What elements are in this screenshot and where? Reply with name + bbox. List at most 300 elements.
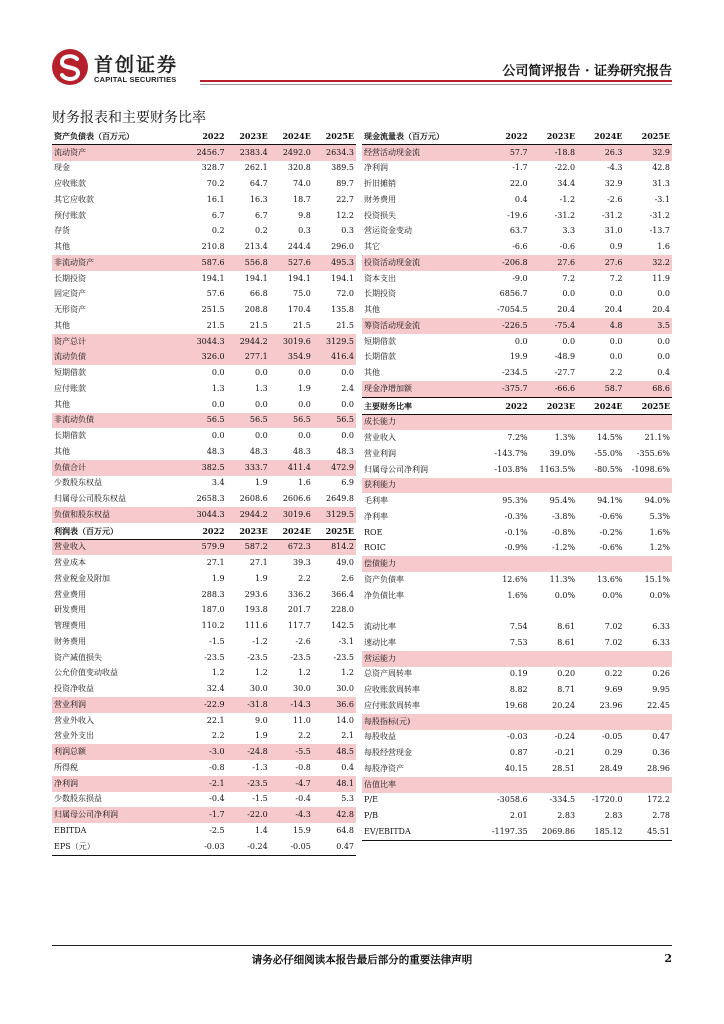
cell-value: 2024E [270,523,313,539]
table-row [362,777,672,793]
row-label: 少数股东损益 [54,794,102,804]
cell-value: -2.6 [295,636,311,646]
cell-value: 7.53 [509,637,528,647]
table-row [52,681,356,697]
table-row [362,714,672,730]
cell-value: -206.8 [482,255,529,271]
cell-value: 8.61 [557,637,576,647]
table-row [52,161,356,177]
row-label: 营运能力 [362,651,482,667]
cell-value: 94.0% [644,496,670,506]
row-label: 其他 [364,305,380,315]
row-label: 其他 [54,242,70,252]
cell-value: 135.8 [331,305,354,315]
table-row [52,571,356,587]
cell-value: 22.7 [336,194,354,204]
cell-value: 296.0 [331,242,354,252]
section-title: 财务报表和主要财务比率 [52,110,206,126]
cell-value: 672.3 [270,539,313,555]
cell-value: 7.02 [604,637,623,647]
cell-value: 20.4 [557,305,576,315]
row-label: 所得税 [54,762,78,772]
cell-value: 0.0% [649,590,670,600]
row-label: 利润总额 [52,744,183,760]
cell-value: 3.4 [211,478,225,488]
table-row [362,446,672,462]
cell-value: 293.6 [244,589,268,599]
cell-value: -334.5 [549,795,576,805]
cell-value: 2649.8 [326,494,354,504]
cell-value: 14.0 [336,715,354,725]
cell-value: 26.3 [577,144,624,160]
table-row [362,224,672,240]
table-row [52,428,356,444]
cell-value: 0.0 [254,399,268,409]
cell-value: -19.6 [507,210,528,220]
cell-value: 22.1 [206,715,225,725]
row-label: 经营活动现金流 [362,144,482,160]
cell-value: -0.9% [504,543,528,553]
table-row [362,604,672,620]
cell-value: 32.9 [625,144,672,160]
cell-value: 42.8 [313,807,356,823]
cell-value: 1.9 [211,573,225,583]
table-row [362,318,672,334]
cell-value: 527.6 [270,255,313,271]
cell-value: 23.96 [599,700,623,710]
cell-value: 2.4 [341,383,354,393]
cell-value: 74.0 [293,179,311,189]
row-label: 现金净增加额 [362,381,482,397]
cell-value: 3019.6 [270,334,313,350]
cell-value [577,478,624,494]
cell-value: 63.7 [509,226,528,236]
cell-value: 0.0 [341,368,354,378]
table-row [362,350,672,366]
cell-value [577,777,624,793]
cell-value: 1.9 [254,478,268,488]
row-label: 流动比率 [364,622,396,632]
table-row [362,730,672,746]
cell-value: 7.02 [604,622,623,632]
logo-chinese-name: 首创证券 [94,54,179,76]
cell-value: -14.3 [270,697,313,713]
cell-value: 201.7 [287,605,311,615]
table-row [52,539,356,555]
cell-value: -143.7% [494,448,528,458]
cell-value: 0.0 [609,352,623,362]
table-row [362,761,672,777]
row-label: 财务费用 [54,636,86,646]
cell-value [625,414,672,430]
cell-value: -27.7 [554,368,576,378]
cell-value: 9.95 [652,685,670,695]
cell-value: 228.0 [331,605,354,615]
cell-value: -1.2 [252,636,268,646]
row-label: 负债和股东权益 [52,507,183,523]
row-label: 少数股东权益 [54,478,102,488]
table-row [362,128,672,144]
cell-value: 0.3 [341,226,354,236]
row-label: 长期投资 [364,289,396,299]
cell-value: -31.8 [227,697,270,713]
cell-value: -0.8 [209,762,225,772]
cell-value [625,604,672,620]
cell-value: 0.9 [609,242,623,252]
cell-value: 56.5 [227,413,270,429]
table-row [52,666,356,682]
cell-value: 9.69 [604,685,623,695]
cell-value: -48.9 [554,352,576,362]
cell-value: 3.5 [625,318,672,334]
cell-value: 36.6 [313,697,356,713]
row-label: 每股经营现金 [364,748,412,758]
cell-value: 0.0 [298,399,311,409]
table-row [362,208,672,224]
row-label: 营业费用 [54,589,86,599]
cell-value: 2.2 [609,368,623,378]
row-label: 归属母公司净利润 [364,464,428,474]
cell-value: 2.83 [557,811,576,821]
cell-value: 0.0 [254,431,268,441]
cell-value [625,777,672,793]
table-row [362,414,672,430]
cell-value: 111.6 [244,621,268,631]
table-row [52,239,356,255]
cell-value [530,414,577,430]
cell-value: 12.2 [336,210,354,220]
cell-value: -0.6% [599,511,623,521]
cell-value: -0.03 [507,732,528,742]
cell-value: 3044.3 [183,334,226,350]
cell-value: -0.3% [504,511,528,521]
row-label: 速动比率 [364,637,396,647]
cell-value: 2069.86 [530,824,577,840]
cell-value: 1163.5% [539,464,576,474]
table-row [362,682,672,698]
cell-value: 8.82 [509,685,528,695]
table-row [52,713,356,729]
row-label: 每股净资产 [364,763,404,773]
cell-value: 70.2 [206,179,225,189]
company-logo [50,47,200,87]
cell-value: 193.8 [244,605,268,615]
table-row [52,618,356,634]
cell-value: 2.01 [509,811,528,821]
row-label: 存货 [54,226,70,236]
cell-value: 75.0 [293,289,311,299]
cell-value: 1.2 [298,668,311,678]
cell-value [625,714,672,730]
cell-value: 6.7 [211,210,225,220]
row-label: 资本支出 [364,273,396,283]
cell-value: 251.5 [201,305,225,315]
cell-value: 95.3% [502,496,528,506]
cell-value: 0.0 [298,368,311,378]
table-row [52,507,356,523]
cell-value: -23.5 [333,652,354,662]
cell-value: 16.1 [206,194,225,204]
cell-value: 1.6% [507,590,528,600]
cell-value: 0.3 [298,226,311,236]
cell-value: -23.5 [227,776,270,792]
cell-value: -1.7 [183,807,226,823]
cell-value [482,414,529,430]
cell-value: 68.6 [625,381,672,397]
row-label [362,604,482,620]
cell-value: 2024E [577,128,624,144]
row-label: 应收账款 [54,179,86,189]
cell-value: 244.4 [287,242,311,252]
cell-value: -1197.35 [482,824,529,840]
row-label: 财务费用 [364,194,396,204]
cell-value: 6.33 [652,622,670,632]
cell-value: 0.2 [254,226,268,236]
table-row [362,651,672,667]
cell-value: -2.5 [209,825,225,835]
cell-value: 2.1 [341,731,354,741]
cell-value: 11.3% [549,574,576,584]
cell-value: 58.7 [577,381,624,397]
table-row [52,271,356,287]
cell-value: 7.2 [609,273,623,283]
header-divider [200,80,672,82]
table-row [362,334,672,350]
cell-value: 389.5 [331,163,354,173]
cell-value [577,714,624,730]
cell-value: 6.7 [254,210,268,220]
cell-value: 0.0 [298,431,311,441]
table-row [362,302,672,318]
row-label: 现金 [54,163,70,173]
cell-value: 2608.6 [239,494,268,504]
row-label: 长期投资 [54,273,86,283]
cell-value: 213.4 [244,242,268,252]
row-label: P/B [364,811,378,821]
table-row [362,144,672,160]
cell-value: 1.2% [649,543,670,553]
row-label: 营业税金及附加 [54,573,110,583]
table-row [362,239,672,255]
cell-value [530,604,577,620]
cell-value: 30.0 [249,684,268,694]
cell-value: -18.8 [530,144,577,160]
row-label: 主要财务比率 [362,397,482,414]
cell-value: 2024E [577,397,624,414]
cell-value: 0.22 [604,669,623,679]
row-label: 资产总计 [52,334,183,350]
cell-value [625,478,672,494]
cell-value: -375.7 [482,381,529,397]
cell-value: 20.4 [604,305,623,315]
cell-value: -22.9 [183,697,226,713]
cell-value: 48.5 [313,744,356,760]
table-row [362,381,672,397]
cell-value: 8.71 [557,685,576,695]
cell-value: 28.51 [552,763,576,773]
table-row [52,476,356,492]
cell-value: 2.83 [604,811,623,821]
cell-value: -3058.6 [496,795,528,805]
cell-value: -0.4 [209,794,225,804]
table-row [52,523,356,539]
cell-value: 21.5 [249,320,268,330]
cell-value: 13.6% [597,574,623,584]
cell-value: 19.9 [509,352,528,362]
cell-value: 11.9 [652,273,670,283]
cell-value: -80.5% [594,464,623,474]
cell-value: 3019.6 [270,507,313,523]
cell-value: 22.45 [647,700,670,710]
cell-value: 172.2 [647,795,670,805]
cell-value [530,651,577,667]
table-row [52,603,356,619]
row-label: 投资净收益 [54,684,94,694]
cashflow-ratios-table [362,128,672,841]
cell-value: 0.0 [514,336,528,346]
row-label: 流动资产 [52,144,183,160]
cell-value: -3.1 [338,636,354,646]
row-label: 应付账款周转率 [364,700,420,710]
row-label: EBITDA [54,825,87,835]
table-row [362,430,672,446]
cell-value: -4.3 [270,807,313,823]
row-label: 应付账款 [54,383,86,393]
cell-value [577,414,624,430]
table-row [52,460,356,476]
cell-value: 2383.4 [227,144,270,160]
cell-value: -22.0 [227,807,270,823]
cell-value: 39.3 [293,558,311,568]
cell-value: -75.4 [530,318,577,334]
cell-value: 142.5 [331,621,354,631]
cell-value: 0.0 [211,368,225,378]
cell-value: 1.4 [254,825,268,835]
table-row [52,381,356,397]
row-label: ROE [364,527,383,537]
row-label: P/E [364,795,378,805]
cell-value: -13.7 [649,226,670,236]
cell-value: 185.12 [577,824,624,840]
cell-value: 0.29 [604,748,623,758]
cell-value: 48.3 [293,446,311,456]
cell-value: -2.6 [607,194,623,204]
table-row [52,144,356,160]
row-label: 营业利润 [364,448,396,458]
cell-value: 333.7 [227,460,270,476]
cell-value: 0.0 [562,336,576,346]
cell-value: 48.3 [336,446,354,456]
cell-value: -23.5 [290,652,311,662]
cell-value: -1.7 [512,163,528,173]
table-row [52,491,356,507]
table-row [52,365,356,381]
cell-value: 1.6 [298,478,311,488]
cell-value: 2025E [313,128,356,144]
cell-value: 416.4 [313,350,356,366]
cell-value: 15.1% [644,574,670,584]
cell-value: 0.0% [554,590,576,600]
cell-value: 6856.7 [499,289,528,299]
table-row [52,318,356,334]
cell-value: 2023E [530,397,577,414]
table-row [52,744,356,760]
table-row [52,760,356,776]
cell-value: -3.1 [654,194,670,204]
table-row [362,525,672,541]
cell-value: 2023E [227,128,270,144]
cell-value: 66.8 [249,289,268,299]
cell-value: -4.3 [607,163,623,173]
row-label: 成长能力 [362,414,482,430]
report-type: 公司简评报告 · 证券研究报告 [502,64,672,79]
cell-value: 208.8 [244,305,268,315]
row-label: 短期借款 [54,368,86,378]
cell-value: -1.5 [252,794,268,804]
cell-value: 0.0% [602,590,623,600]
cell-value: 28.96 [647,763,670,773]
cell-value: 187.0 [201,605,225,615]
table-row [52,397,356,413]
table-row [362,509,672,525]
cell-value: 21.5 [336,320,354,330]
table-row [52,224,356,240]
cell-value: 0.19 [509,669,528,679]
table-row [362,176,672,192]
row-label: 其它应收款 [54,194,94,204]
cell-value: -4.7 [270,776,313,792]
cell-value: -0.6 [559,242,576,252]
cell-value: 320.8 [287,163,311,173]
cell-value: -3.0 [183,744,226,760]
table-row [52,444,356,460]
cell-value: 1.3% [554,433,576,443]
cell-value: 2.2 [211,731,225,741]
cell-value: 1.2 [254,668,268,678]
cell-value: 0.4 [514,194,528,204]
table-row [362,745,672,761]
cell-value: 326.0 [183,350,226,366]
cell-value: 117.7 [287,621,311,631]
cell-value: 2634.3 [313,144,356,160]
legal-disclaimer: 请务必仔细阅读本报告最后部分的重要法律声明 [251,954,473,966]
cell-value: 1.9 [298,383,311,393]
cell-value: 32.4 [206,684,225,694]
cell-value: -2.1 [183,776,226,792]
cell-value: -0.05 [602,732,623,742]
cell-value: 39.0% [549,448,576,458]
row-label: 营业成本 [54,558,86,568]
cell-value [482,478,529,494]
cell-value: 19.68 [504,700,528,710]
cell-value: 194.1 [287,273,311,283]
row-label: 长期借款 [364,352,396,362]
cell-value [530,714,577,730]
table-row [52,839,356,855]
table-row [362,161,672,177]
cell-value: 1.2 [341,668,354,678]
cell-value: 2025E [313,523,356,539]
cell-value: 48.3 [249,446,268,456]
cell-value: -0.24 [554,732,576,742]
cell-value: -55.0% [594,448,623,458]
table-row [52,792,356,808]
cell-value [482,651,529,667]
row-label: 其他 [364,368,380,378]
cell-value: 22.0 [509,179,528,189]
cell-value: -1.2 [559,194,576,204]
cell-value: 3.3 [562,226,576,236]
